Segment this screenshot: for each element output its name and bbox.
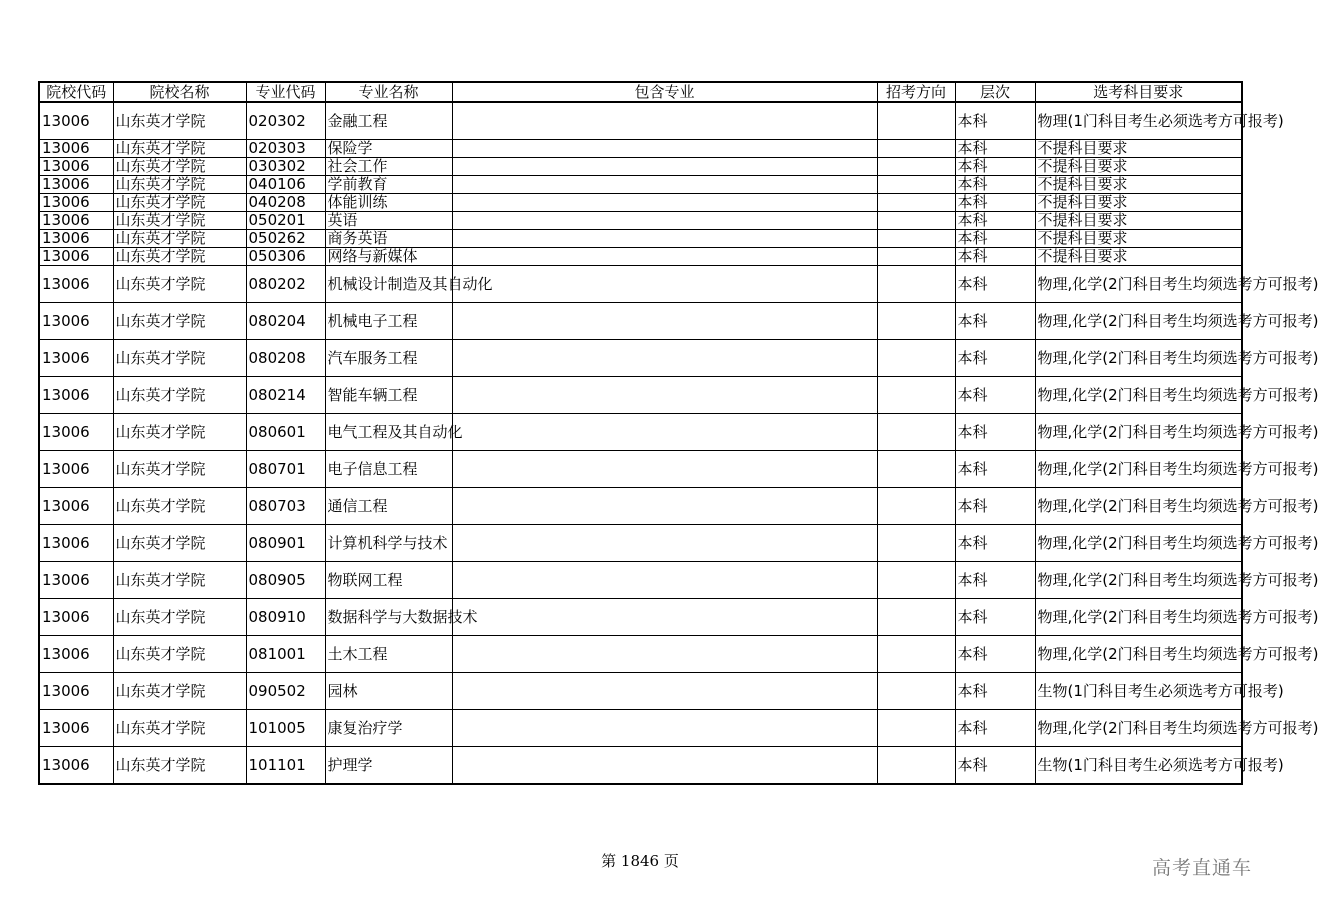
cell-level: 本科 — [955, 102, 1035, 140]
cell-major-code: 080601 — [246, 414, 325, 451]
cell-subject-requirement: 物理,化学(2门科目考生均须选考方可报考) — [1035, 562, 1242, 599]
cell-included-majors — [452, 158, 877, 176]
cell-direction — [877, 488, 955, 525]
cell-school-name: 山东英才学院 — [113, 710, 246, 747]
cell-included-majors — [452, 673, 877, 710]
cell-subject-requirement: 不提科目要求 — [1035, 194, 1242, 212]
cell-school-code: 13006 — [39, 451, 113, 488]
cell-major-code: 020303 — [246, 140, 325, 158]
cell-major-name: 机械设计制造及其自动化 — [325, 266, 452, 303]
cell-level: 本科 — [955, 194, 1035, 212]
cell-direction — [877, 710, 955, 747]
cell-level: 本科 — [955, 140, 1035, 158]
header-major-name: 专业名称 — [325, 82, 452, 102]
cell-subject-requirement: 不提科目要求 — [1035, 212, 1242, 230]
cell-school-name: 山东英才学院 — [113, 488, 246, 525]
cell-major-name: 体能训练 — [325, 194, 452, 212]
cell-school-name: 山东英才学院 — [113, 176, 246, 194]
table-row — [39, 340, 1242, 377]
cell-school-code: 13006 — [39, 176, 113, 194]
cell-direction — [877, 747, 955, 785]
cell-school-code: 13006 — [39, 562, 113, 599]
table-row — [39, 140, 1242, 158]
cell-school-name: 山东英才学院 — [113, 636, 246, 673]
cell-major-code: 080208 — [246, 340, 325, 377]
cell-included-majors — [452, 451, 877, 488]
cell-major-code: 080214 — [246, 377, 325, 414]
cell-subject-requirement: 物理,化学(2门科目考生均须选考方可报考) — [1035, 266, 1242, 303]
cell-school-code: 13006 — [39, 599, 113, 636]
cell-included-majors — [452, 340, 877, 377]
cell-level: 本科 — [955, 176, 1035, 194]
cell-school-code: 13006 — [39, 636, 113, 673]
cell-level: 本科 — [955, 414, 1035, 451]
cell-school-code: 13006 — [39, 525, 113, 562]
cell-school-name: 山东英才学院 — [113, 377, 246, 414]
cell-direction — [877, 525, 955, 562]
cell-direction — [877, 377, 955, 414]
table-row — [39, 230, 1242, 248]
cell-included-majors — [452, 525, 877, 562]
cell-school-code: 13006 — [39, 414, 113, 451]
cell-major-code: 101101 — [246, 747, 325, 785]
header-included-majors: 包含专业 — [452, 82, 877, 102]
cell-subject-requirement: 物理,化学(2门科目考生均须选考方可报考) — [1035, 599, 1242, 636]
table-row — [39, 248, 1242, 266]
cell-major-code: 101005 — [246, 710, 325, 747]
cell-major-name: 网络与新媒体 — [325, 248, 452, 266]
table-row — [39, 176, 1242, 194]
table-header-row — [39, 82, 1242, 102]
cell-school-code: 13006 — [39, 194, 113, 212]
cell-school-code: 13006 — [39, 266, 113, 303]
cell-school-code: 13006 — [39, 673, 113, 710]
table-row — [39, 377, 1242, 414]
cell-major-name: 智能车辆工程 — [325, 377, 452, 414]
cell-included-majors — [452, 266, 877, 303]
cell-major-code: 080204 — [246, 303, 325, 340]
cell-major-code: 080703 — [246, 488, 325, 525]
cell-subject-requirement: 不提科目要求 — [1035, 140, 1242, 158]
cell-level: 本科 — [955, 230, 1035, 248]
cell-major-code: 080202 — [246, 266, 325, 303]
cell-school-name: 山东英才学院 — [113, 340, 246, 377]
cell-school-name: 山东英才学院 — [113, 451, 246, 488]
cell-major-name: 电气工程及其自动化 — [325, 414, 452, 451]
cell-level: 本科 — [955, 303, 1035, 340]
cell-subject-requirement: 物理,化学(2门科目考生均须选考方可报考) — [1035, 488, 1242, 525]
table-row — [39, 266, 1242, 303]
cell-school-code: 13006 — [39, 747, 113, 785]
cell-major-code: 040106 — [246, 176, 325, 194]
cell-included-majors — [452, 414, 877, 451]
table-row — [39, 212, 1242, 230]
cell-included-majors — [452, 102, 877, 140]
cell-level: 本科 — [955, 488, 1035, 525]
cell-level: 本科 — [955, 710, 1035, 747]
cell-school-name: 山东英才学院 — [113, 158, 246, 176]
cell-direction — [877, 212, 955, 230]
cell-school-code: 13006 — [39, 248, 113, 266]
cell-subject-requirement: 生物(1门科目考生必须选考方可报考) — [1035, 747, 1242, 785]
cell-included-majors — [452, 562, 877, 599]
cell-school-name: 山东英才学院 — [113, 194, 246, 212]
table-row — [39, 747, 1242, 785]
cell-major-name: 汽车服务工程 — [325, 340, 452, 377]
cell-direction — [877, 230, 955, 248]
table-row — [39, 451, 1242, 488]
cell-subject-requirement: 物理,化学(2门科目考生均须选考方可报考) — [1035, 377, 1242, 414]
cell-major-name: 通信工程 — [325, 488, 452, 525]
cell-major-code: 080701 — [246, 451, 325, 488]
table-row — [39, 710, 1242, 747]
cell-subject-requirement: 物理,化学(2门科目考生均须选考方可报考) — [1035, 340, 1242, 377]
cell-subject-requirement: 不提科目要求 — [1035, 230, 1242, 248]
cell-included-majors — [452, 248, 877, 266]
cell-school-name: 山东英才学院 — [113, 673, 246, 710]
cell-direction — [877, 340, 955, 377]
header-direction: 招考方向 — [877, 82, 955, 102]
cell-direction — [877, 414, 955, 451]
cell-school-name: 山东英才学院 — [113, 140, 246, 158]
header-level: 层次 — [955, 82, 1035, 102]
cell-included-majors — [452, 140, 877, 158]
cell-major-name: 土木工程 — [325, 636, 452, 673]
cell-major-name: 电子信息工程 — [325, 451, 452, 488]
table-row — [39, 488, 1242, 525]
cell-subject-requirement: 不提科目要求 — [1035, 176, 1242, 194]
cell-major-name: 金融工程 — [325, 102, 452, 140]
cell-school-name: 山东英才学院 — [113, 230, 246, 248]
cell-direction — [877, 176, 955, 194]
cell-major-name: 机械电子工程 — [325, 303, 452, 340]
cell-school-code: 13006 — [39, 377, 113, 414]
cell-subject-requirement: 物理,化学(2门科目考生均须选考方可报考) — [1035, 710, 1242, 747]
cell-school-name: 山东英才学院 — [113, 599, 246, 636]
cell-major-name: 学前教育 — [325, 176, 452, 194]
table-row — [39, 636, 1242, 673]
cell-subject-requirement: 物理,化学(2门科目考生均须选考方可报考) — [1035, 525, 1242, 562]
cell-subject-requirement: 不提科目要求 — [1035, 158, 1242, 176]
cell-included-majors — [452, 377, 877, 414]
cell-level: 本科 — [955, 158, 1035, 176]
cell-major-code: 080910 — [246, 599, 325, 636]
cell-major-code: 090502 — [246, 673, 325, 710]
cell-level: 本科 — [955, 340, 1035, 377]
cell-level: 本科 — [955, 212, 1035, 230]
table-row — [39, 102, 1242, 140]
cell-subject-requirement: 物理,化学(2门科目考生均须选考方可报考) — [1035, 451, 1242, 488]
cell-school-name: 山东英才学院 — [113, 212, 246, 230]
cell-level: 本科 — [955, 248, 1035, 266]
cell-major-name: 计算机科学与技术 — [325, 525, 452, 562]
cell-direction — [877, 562, 955, 599]
header-subject-requirement: 选考科目要求 — [1035, 82, 1242, 102]
page-number: 第 1846 页 — [601, 852, 679, 870]
cell-school-code: 13006 — [39, 303, 113, 340]
cell-school-name: 山东英才学院 — [113, 266, 246, 303]
cell-subject-requirement: 生物(1门科目考生必须选考方可报考) — [1035, 673, 1242, 710]
cell-major-name: 物联网工程 — [325, 562, 452, 599]
table-row — [39, 525, 1242, 562]
cell-major-name: 康复治疗学 — [325, 710, 452, 747]
cell-major-name: 护理学 — [325, 747, 452, 785]
cell-school-code: 13006 — [39, 140, 113, 158]
cell-direction — [877, 266, 955, 303]
cell-school-name: 山东英才学院 — [113, 747, 246, 785]
cell-school-name: 山东英才学院 — [113, 562, 246, 599]
cell-major-code: 081001 — [246, 636, 325, 673]
cell-major-code: 050201 — [246, 212, 325, 230]
table-body — [39, 102, 1319, 784]
table-row — [39, 194, 1242, 212]
cell-included-majors — [452, 488, 877, 525]
cell-direction — [877, 599, 955, 636]
cell-included-majors — [452, 230, 877, 248]
cell-direction — [877, 451, 955, 488]
cell-major-code: 020302 — [246, 102, 325, 140]
cell-school-code: 13006 — [39, 488, 113, 525]
cell-direction — [877, 248, 955, 266]
cell-major-name: 保险学 — [325, 140, 452, 158]
cell-level: 本科 — [955, 599, 1035, 636]
table-row — [39, 562, 1242, 599]
cell-school-code: 13006 — [39, 340, 113, 377]
cell-direction — [877, 102, 955, 140]
table-row — [39, 673, 1242, 710]
cell-school-code: 13006 — [39, 212, 113, 230]
cell-direction — [877, 140, 955, 158]
cell-included-majors — [452, 212, 877, 230]
cell-school-name: 山东英才学院 — [113, 525, 246, 562]
cell-level: 本科 — [955, 636, 1035, 673]
watermark: 高考直通车 — [1151, 857, 1252, 879]
table-row — [39, 414, 1242, 451]
cell-included-majors — [452, 710, 877, 747]
cell-level: 本科 — [955, 673, 1035, 710]
cell-direction — [877, 303, 955, 340]
cell-school-code: 13006 — [39, 710, 113, 747]
cell-included-majors — [452, 747, 877, 785]
cell-direction — [877, 158, 955, 176]
cell-level: 本科 — [955, 451, 1035, 488]
header-school-code: 院校代码 — [39, 82, 113, 102]
cell-included-majors — [452, 636, 877, 673]
cell-school-name: 山东英才学院 — [113, 303, 246, 340]
cell-subject-requirement: 物理(1门科目考生必须选考方可报考) — [1035, 102, 1242, 140]
cell-major-name: 社会工作 — [325, 158, 452, 176]
cell-major-name: 英语 — [325, 212, 452, 230]
cell-school-name: 山东英才学院 — [113, 414, 246, 451]
cell-level: 本科 — [955, 266, 1035, 303]
table-row — [39, 158, 1242, 176]
cell-major-code: 080901 — [246, 525, 325, 562]
cell-direction — [877, 194, 955, 212]
cell-school-name: 山东英才学院 — [113, 248, 246, 266]
cell-major-name: 商务英语 — [325, 230, 452, 248]
cell-major-code: 050306 — [246, 248, 325, 266]
cell-school-code: 13006 — [39, 158, 113, 176]
cell-school-name: 山东英才学院 — [113, 102, 246, 140]
table-row — [39, 599, 1242, 636]
cell-included-majors — [452, 599, 877, 636]
cell-subject-requirement: 不提科目要求 — [1035, 248, 1242, 266]
cell-subject-requirement: 物理,化学(2门科目考生均须选考方可报考) — [1035, 303, 1242, 340]
cell-major-code: 040208 — [246, 194, 325, 212]
cell-major-name: 数据科学与大数据技术 — [325, 599, 452, 636]
cell-major-code: 080905 — [246, 562, 325, 599]
cell-school-code: 13006 — [39, 230, 113, 248]
admissions-table — [38, 81, 1319, 785]
cell-level: 本科 — [955, 562, 1035, 599]
cell-major-name: 园林 — [325, 673, 452, 710]
cell-included-majors — [452, 176, 877, 194]
cell-level: 本科 — [955, 747, 1035, 785]
cell-level: 本科 — [955, 377, 1035, 414]
cell-major-code: 050262 — [246, 230, 325, 248]
cell-subject-requirement: 物理,化学(2门科目考生均须选考方可报考) — [1035, 414, 1242, 451]
cell-direction — [877, 636, 955, 673]
cell-included-majors — [452, 194, 877, 212]
table-row — [39, 303, 1242, 340]
cell-level: 本科 — [955, 525, 1035, 562]
cell-included-majors — [452, 303, 877, 340]
header-major-code: 专业代码 — [246, 82, 325, 102]
cell-school-code: 13006 — [39, 102, 113, 140]
cell-subject-requirement: 物理,化学(2门科目考生均须选考方可报考) — [1035, 636, 1242, 673]
cell-major-code: 030302 — [246, 158, 325, 176]
header-school-name: 院校名称 — [113, 82, 246, 102]
cell-direction — [877, 673, 955, 710]
